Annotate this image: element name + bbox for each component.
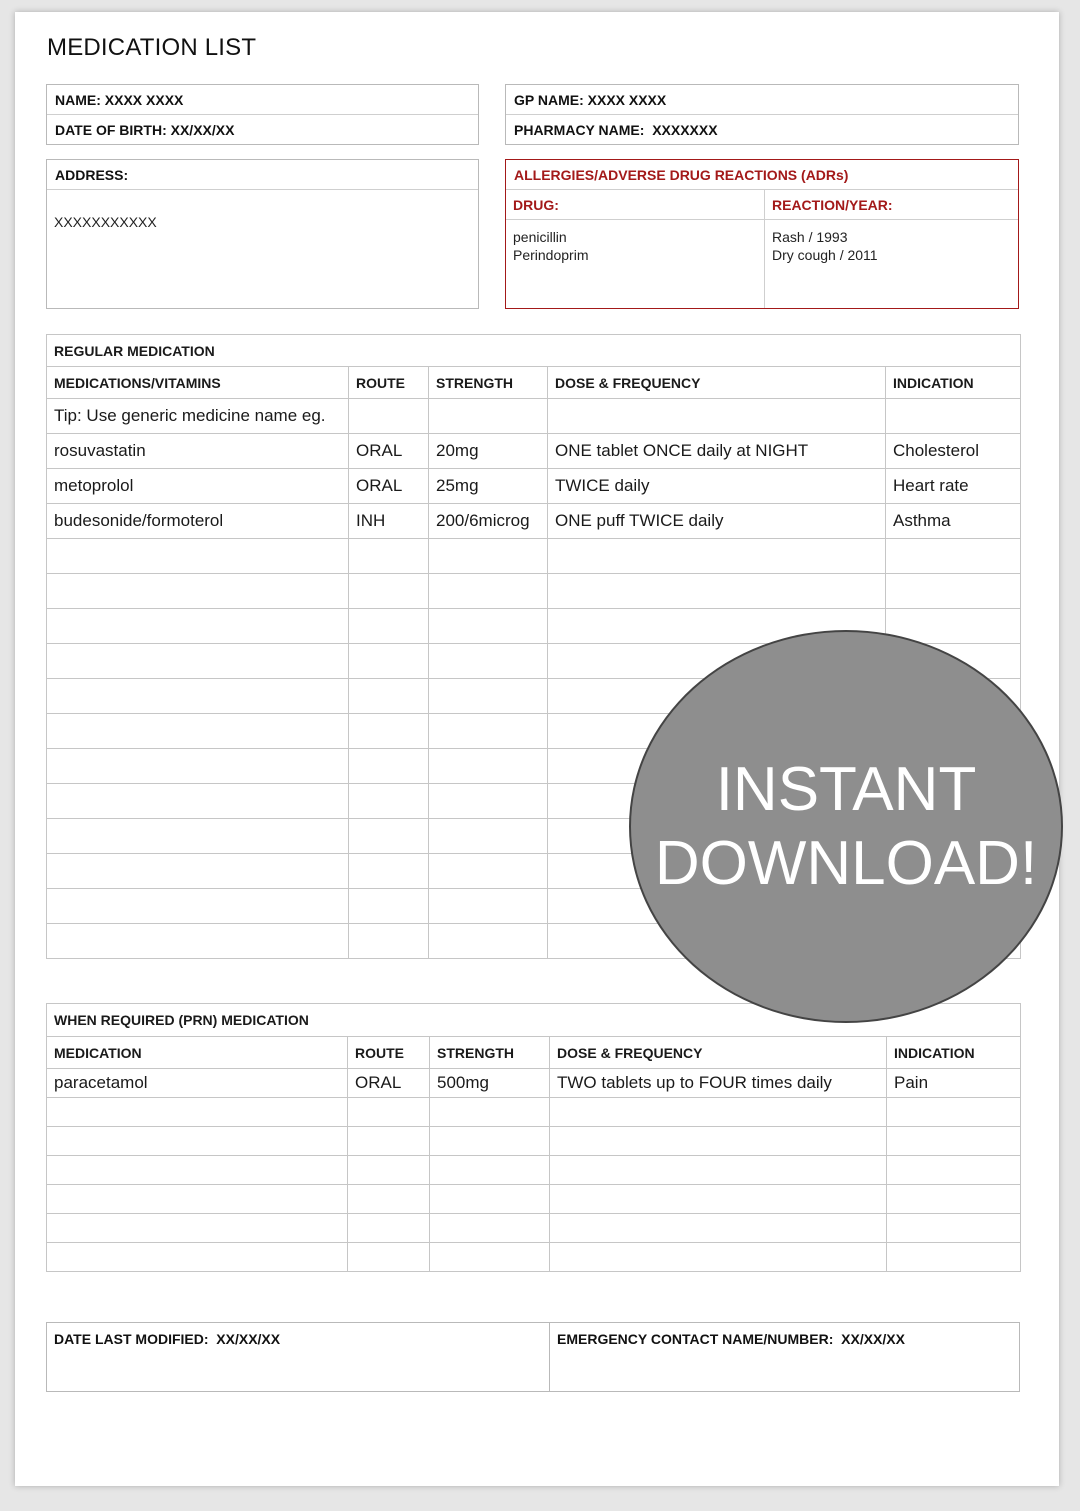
table-header-row xyxy=(47,1037,1021,1069)
column-header: STRENGTH xyxy=(430,1037,550,1069)
tip-cell: Tip: Use generic medicine name eg. xyxy=(47,399,349,434)
pharmacy-row xyxy=(506,115,1018,144)
table-cell: ORAL xyxy=(349,434,429,469)
badge-line-2: DOWNLOAD! xyxy=(654,828,1038,898)
table-cell: ONE puff TWICE daily xyxy=(548,504,886,539)
table-cell: 20mg xyxy=(429,434,548,469)
gp-row xyxy=(506,85,1018,115)
table-cell: ORAL xyxy=(348,1069,430,1098)
name-label: NAME: xyxy=(55,91,101,108)
empty-row xyxy=(47,1185,1021,1214)
table-row xyxy=(47,469,1021,504)
regular-section-title: REGULAR MEDICATION xyxy=(47,335,1021,367)
table-cell: rosuvastatin xyxy=(47,434,349,469)
empty-row xyxy=(47,574,1021,609)
table-cell: 200/6microg xyxy=(429,504,548,539)
allergies-columns xyxy=(506,190,1018,308)
gp-label: GP NAME: xyxy=(514,91,584,108)
table-cell: Cholesterol xyxy=(886,434,1021,469)
pharmacy-label: PHARMACY NAME: xyxy=(514,121,645,138)
column-header: MEDICATION xyxy=(47,1037,348,1069)
column-header: DOSE & FREQUENCY xyxy=(548,367,886,399)
table-cell: budesonide/formoterol xyxy=(47,504,349,539)
drug-list xyxy=(506,220,764,272)
empty-row xyxy=(47,1243,1021,1272)
table-cell: 500mg xyxy=(430,1069,550,1098)
gp-value: XXXX XXXX xyxy=(587,91,667,108)
dob-row xyxy=(47,115,478,144)
column-header: STRENGTH xyxy=(429,367,548,399)
dob-label: DATE OF BIRTH: xyxy=(55,121,167,138)
table-cell: INH xyxy=(349,504,429,539)
address-value: XXXXXXXXXXX xyxy=(54,214,157,230)
column-header: INDICATION xyxy=(887,1037,1021,1069)
reaction-column xyxy=(765,190,1018,308)
table-cell: Pain xyxy=(887,1069,1021,1098)
address-label: ADDRESS: xyxy=(55,166,129,183)
table-cell: ONE tablet ONCE daily at NIGHT xyxy=(548,434,886,469)
name-row xyxy=(47,85,478,115)
column-header: ROUTE xyxy=(348,1037,430,1069)
table-row xyxy=(47,399,1021,434)
empty-row xyxy=(47,1214,1021,1243)
gp-box xyxy=(505,84,1019,145)
table-cell: Heart rate xyxy=(886,469,1021,504)
table-cell: Asthma xyxy=(886,504,1021,539)
date-modified-label: DATE LAST MODIFIED: xyxy=(54,1331,209,1347)
allergies-box xyxy=(505,159,1019,309)
address-header xyxy=(47,160,478,190)
table-cell xyxy=(548,399,886,434)
column-header: MEDICATIONS/VITAMINS xyxy=(47,367,349,399)
reaction-item: Dry cough / 2011 xyxy=(772,247,878,263)
empty-row xyxy=(47,1098,1021,1127)
column-header: ROUTE xyxy=(349,367,429,399)
name-value: XXXX XXXX xyxy=(104,91,184,108)
date-modified-value: XX/XX/XX xyxy=(216,1331,281,1347)
footer-box xyxy=(46,1322,1020,1392)
table-cell: metoprolol xyxy=(47,469,349,504)
badge-line-1: INSTANT xyxy=(715,754,977,824)
drug-column xyxy=(506,190,765,308)
table-row xyxy=(47,434,1021,469)
drug-header: DRUG: xyxy=(506,190,764,220)
table-cell: ORAL xyxy=(349,469,429,504)
emergency-contact-label: EMERGENCY CONTACT NAME/NUMBER: xyxy=(557,1331,834,1347)
emergency-contact-value: XX/XX/XX xyxy=(841,1331,905,1347)
column-header: DOSE & FREQUENCY xyxy=(550,1037,887,1069)
drug-item: Perindoprim xyxy=(513,247,589,263)
table-header-row xyxy=(47,367,1021,399)
table-cell xyxy=(429,399,548,434)
patient-box xyxy=(46,84,479,145)
table-section-row xyxy=(47,335,1021,367)
table-cell: TWO tablets up to FOUR times daily xyxy=(550,1069,887,1098)
pharmacy-value: XXXXXXX xyxy=(652,121,718,138)
date-modified-cell xyxy=(47,1323,550,1391)
table-cell xyxy=(886,399,1021,434)
reaction-list xyxy=(765,220,1018,272)
instant-download-badge xyxy=(629,630,1063,1023)
reaction-item: Rash / 1993 xyxy=(772,229,848,245)
reaction-header: REACTION/YEAR: xyxy=(765,190,1018,220)
table-cell: TWICE daily xyxy=(548,469,886,504)
column-header: INDICATION xyxy=(886,367,1021,399)
table-cell xyxy=(349,399,429,434)
page-title: MEDICATION LIST xyxy=(47,34,257,61)
drug-item: penicillin xyxy=(513,229,567,245)
prn-section-title: WHEN REQUIRED (PRN) MEDICATION xyxy=(47,1004,1021,1037)
table-row xyxy=(47,1069,1021,1098)
emergency-contact-cell xyxy=(550,1323,1019,1391)
address-box xyxy=(46,159,479,309)
dob-value: XX/XX/XX xyxy=(170,121,235,138)
allergies-title: ALLERGIES/ADVERSE DRUG REACTIONS (ADRs) xyxy=(506,160,1018,190)
empty-row xyxy=(47,1127,1021,1156)
prn-medication-table xyxy=(46,1003,1021,1272)
empty-row xyxy=(47,1156,1021,1185)
table-cell: 25mg xyxy=(429,469,548,504)
table-cell: paracetamol xyxy=(47,1069,348,1098)
empty-row xyxy=(47,539,1021,574)
table-row xyxy=(47,504,1021,539)
